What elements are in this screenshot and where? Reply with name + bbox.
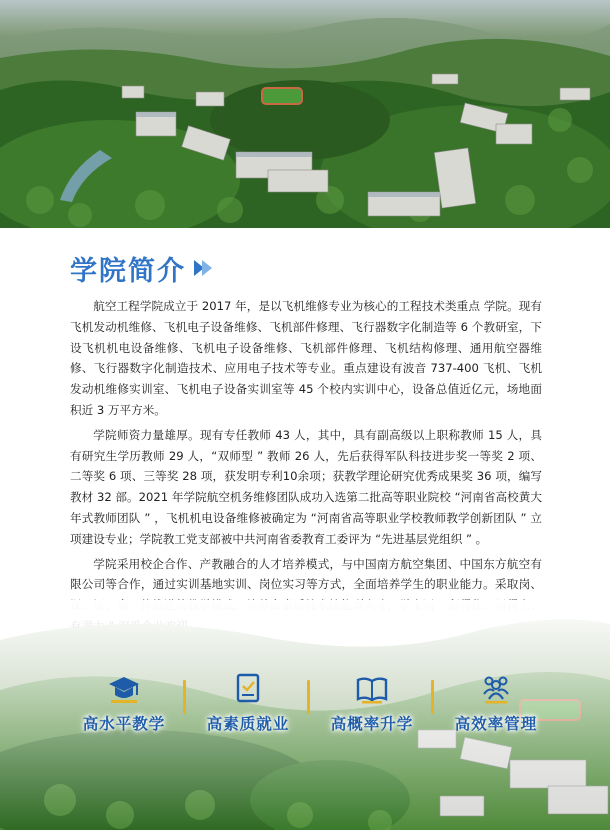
document-icon bbox=[231, 672, 265, 706]
feature-further-study bbox=[310, 672, 434, 742]
paragraph-faculty: 学院师资力量雄厚。现有专任教师 43 人，其中，具有副高级以上职称教师 15 人，具有研究生学历教师 29 人，“双师型 ” 教师 26 人，先后获得军队科技进步奖一等奖 2 项、二等奖 6 项、三等奖 28 项，获发明专利10余项；获教学理论研究优秀成果奖 36 项，编写教材 32 部。2021 年学院航空机务维修团队成功入选第二批高等职业院校 “河南省高校黄大年式教师团队 ” ，飞机机电设备维修被确定为 “河南省高等职业学校教师教学创新团队 ” 立项建设专业；学院教工党支部被中共河南省委教育工委评为 “先进基层党组织 ” 。 bbox=[70, 427, 542, 546]
paragraph-training: 学院采用校企合作、产教融合的人才培养模式，与中国南方航空集团、中国东方航空有限公司等合作，通过实训基地实训、岗位实习等方式，全面培养学生的职业能力。采取岗、 bbox=[70, 556, 542, 592]
feature-employment bbox=[186, 672, 310, 742]
open-book-icon bbox=[355, 672, 389, 706]
feature-teaching bbox=[62, 672, 186, 742]
feature-management bbox=[434, 672, 558, 742]
team-icon bbox=[479, 672, 513, 706]
graduation-cap-icon bbox=[107, 672, 141, 706]
arrow-right-icon bbox=[192, 257, 214, 279]
campus-aerial-photo bbox=[0, 0, 610, 228]
feature-row bbox=[62, 672, 558, 742]
paragraph-overview: 航空工程学院成立于 2017 年，是以飞机维修专业为核心的工程技术类重点 学院。现有飞机发动机维修、飞机电子设备维修、飞机部件修理、飞行器数字化制造等 6 个教研室，下设飞机机电设备维修、飞机电子设备维修、飞机部件修理、飞机结构修理、通用航空器维修、飞行器数字化制造技术、应用电子技术等专业。重点建设有波音 737-400 飞机、飞机发动机维修实训室、飞机电子设备实训室等 45 个校内实训中心，设备总值近亿元，场地面积近 3 万平方米。 bbox=[70, 299, 542, 417]
intro-text bbox=[70, 296, 542, 641]
feature-label: 高效率管理 bbox=[454, 715, 538, 733]
feature-label: 高素质就业 bbox=[206, 715, 290, 733]
feature-label: 高概率升学 bbox=[330, 715, 414, 733]
section-heading bbox=[70, 248, 214, 288]
divider bbox=[431, 680, 434, 714]
divider bbox=[183, 680, 186, 714]
feature-label: 高水平教学 bbox=[82, 715, 166, 733]
divider bbox=[307, 680, 310, 714]
page-title: 学院简介 bbox=[70, 255, 186, 287]
